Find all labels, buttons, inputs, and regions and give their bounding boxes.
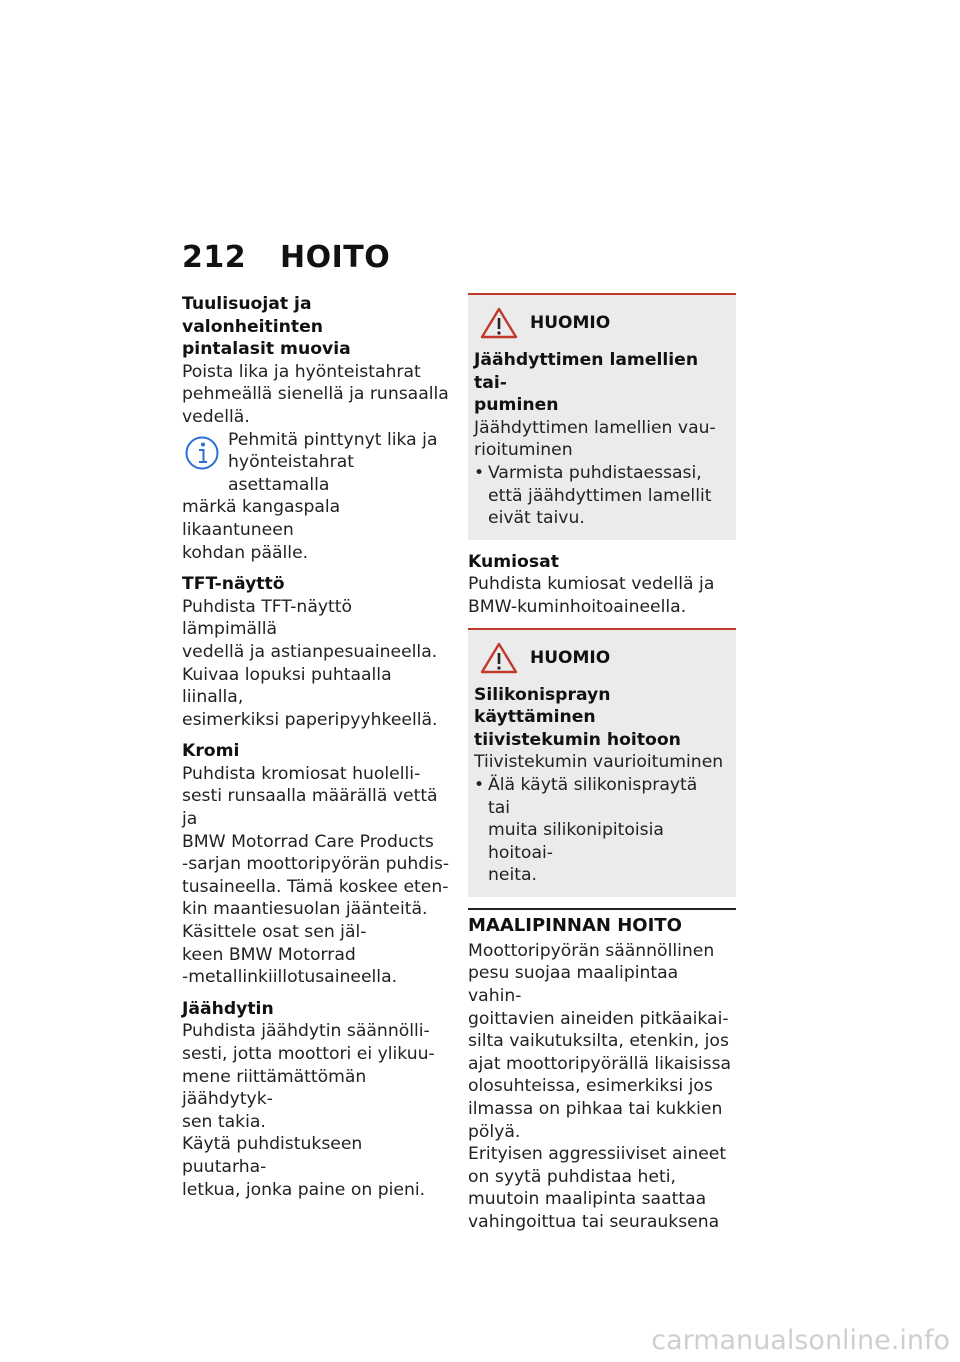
notice-text: Tiivistekumin vaurioituminen [474, 752, 724, 773]
warning-icon [480, 642, 518, 674]
chapter-title: HOITO [280, 240, 391, 275]
page-header [182, 240, 390, 275]
info-text-lead: Pehmitä pinttynyt lika ja hyönteistahrat asettamalla [228, 429, 438, 495]
info-text-rest: märkä kangaspala likaantuneen kohdan päälle. [182, 497, 341, 563]
notice-box-silicone [468, 628, 736, 897]
notice-label: HUOMIO [530, 647, 611, 668]
page-number: 212 [182, 240, 247, 275]
list-item [474, 462, 724, 530]
notice-title [480, 307, 724, 339]
rubber-text: Puhdista kumiosat vedellä ja BMW-kuminhoitoaineella. [468, 574, 715, 617]
notice-text: Jäähdyttimen lamellien vau- rioituminen [474, 417, 716, 461]
tft-section [182, 573, 450, 731]
radiator-text: Puhdista jäähdytin säännölli- sesti, jotta moottori ei ylikuu- mene riittämättömän jäähdytyk- sen takia. Käytä puhdistukseen puutarha- letkua, jonka paine on pieni. [182, 1021, 435, 1200]
info-note [182, 429, 450, 565]
radiator-section [182, 998, 450, 1201]
warning-icon [480, 307, 518, 339]
paint-care-section [468, 908, 736, 1234]
tft-heading: TFT-näyttö [182, 574, 285, 595]
chrome-section [182, 740, 450, 989]
chrome-heading: Kromi [182, 741, 240, 762]
info-icon [182, 433, 220, 473]
notice-heading: Jäähdyttimen lamellien tai- puminen [474, 350, 699, 416]
watermark: carmanualsonline.info [651, 1325, 950, 1356]
rubber-heading: Kumiosat [468, 551, 559, 572]
radiator-heading: Jäähdytin [182, 998, 274, 1019]
paint-text: Moottoripyörän säännöllinen pesu suojaa maalipintaa vahin- goittavien aineiden pitkäaikai- silta vaikutuksilta, etenkin, jos ajat moottoripyörällä likaisissa olosuhteissa, esimerkiksi jos ilmassa on pihkaa tai kukkien pölyä. Erityisen aggressiiviset aineet on syytä puhdistaa heti, muutoin maalipinta saattaa vahingoittua tai seurauksena [468, 940, 732, 1232]
notice-box-fins [468, 293, 736, 540]
bullet-text: Varmista puhdistaessasi, että jäähdyttimen lamellit eivät taivu. [488, 462, 712, 529]
bullet-icon: • [474, 462, 485, 483]
rubber-section [468, 551, 736, 619]
chrome-text: Puhdista kromiosat huolelli- sesti runsaalla määrällä vettä ja BMW Motorrad Care Products -sarjan moottoripyörän puhdis- tusaineella. Tämä koskee eten- kin maantiesuolan jäänteitä. Käsittele osat sen jäl- keen BMW Motorrad -metallinkiillotusaineella. [182, 763, 450, 988]
bullet-text: Älä käytä silikonispraytä tai muita silikonipitoisia hoitoai- neita. [488, 774, 698, 886]
windshield-section [182, 293, 450, 564]
right-column [468, 293, 736, 1234]
notice-label: HUOMIO [530, 313, 611, 333]
windshield-text: Poista lika ja hyönteistahrat pehmeällä sienellä ja runsaalla vedellä. [182, 361, 449, 427]
section-title: MAALIPINNAN HOITO [468, 908, 736, 938]
left-column [182, 293, 450, 1210]
list-item [474, 774, 724, 887]
bullet-icon: • [474, 774, 485, 795]
notice-title [480, 642, 724, 674]
notice-heading: Silikonisprayn käyttäminen tiivistekumin hoitoon [474, 684, 681, 750]
tft-text: Puhdista TFT-näyttö lämpimällä vedellä ja astianpesuaineella. Kuivaa lopuksi puhtaalla liinalla, esimerkiksi paperipyyhkeellä. [182, 596, 438, 730]
windshield-heading: Tuulisuojat ja valonheitinten pintalasit muovia [182, 294, 351, 360]
